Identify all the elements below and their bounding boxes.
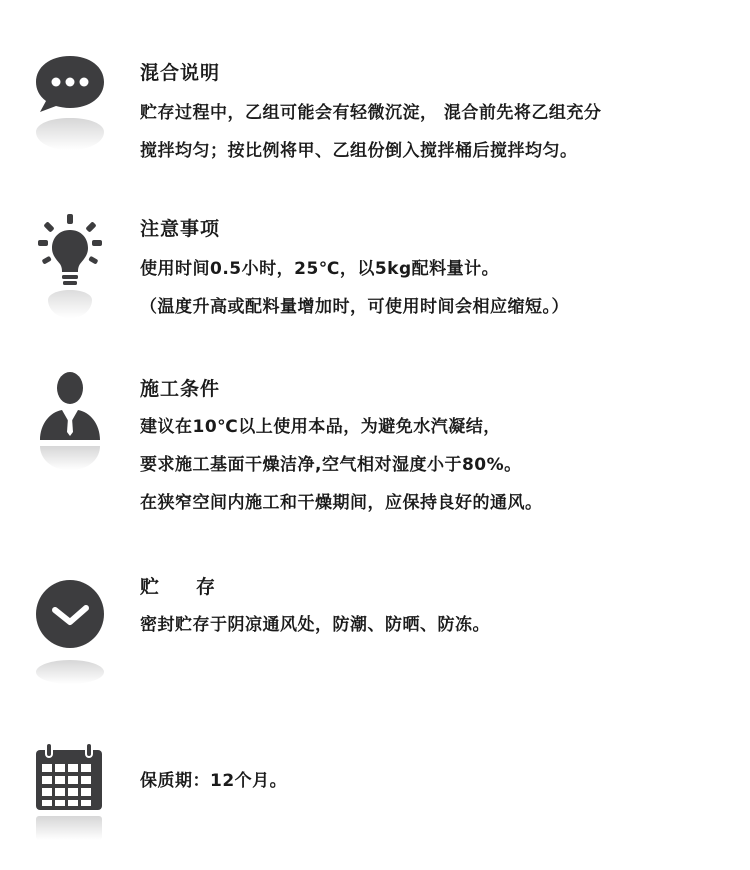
section-line: 搅拌均匀；按比例将甲、乙组份倒入搅拌桶后搅拌均匀。 bbox=[140, 141, 578, 161]
section-line: 在狭窄空间内施工和干燥期间，应保持良好的通风。 bbox=[140, 493, 543, 513]
storage-section bbox=[140, 572, 742, 644]
section-title bbox=[140, 572, 742, 602]
speech-bubble-icon bbox=[30, 50, 110, 155]
section-line: 密封贮存于阴凉通风处，防潮、防晒、防冻。 bbox=[140, 615, 490, 635]
section-line: 贮存过程中，乙组可能会有轻微沉淀， 混合前先将乙组充分 bbox=[140, 103, 602, 123]
shelf-life-section bbox=[140, 766, 742, 796]
worker-icon bbox=[30, 368, 110, 478]
section-title: 注意事项 bbox=[140, 218, 221, 240]
section-title: 施工条件 bbox=[140, 378, 221, 400]
calendar-icon bbox=[30, 740, 110, 845]
section-line: 使用时间0.5小时，25℃，以5kg配料量计。 bbox=[140, 259, 500, 279]
lightbulb-icon bbox=[30, 210, 110, 320]
section-title: 混合说明 bbox=[140, 62, 221, 84]
section-line: 建议在10℃以上使用本品，为避免水汽凝结， bbox=[140, 417, 501, 437]
shelf-life-text: 保质期：12个月。 bbox=[140, 771, 288, 791]
title-part: 贮 bbox=[140, 576, 161, 598]
section-line: 要求施工基面干燥洁净,空气相对湿度小于80%。 bbox=[140, 455, 522, 475]
clock-icon bbox=[30, 572, 110, 687]
section-line: （温度升高或配料量增加时，可使用时间会相应缩短。） bbox=[140, 297, 569, 317]
precautions-section bbox=[140, 214, 742, 326]
mixing-instructions-section bbox=[140, 58, 742, 170]
title-part: 存 bbox=[196, 576, 217, 598]
construction-conditions-section bbox=[140, 374, 742, 522]
